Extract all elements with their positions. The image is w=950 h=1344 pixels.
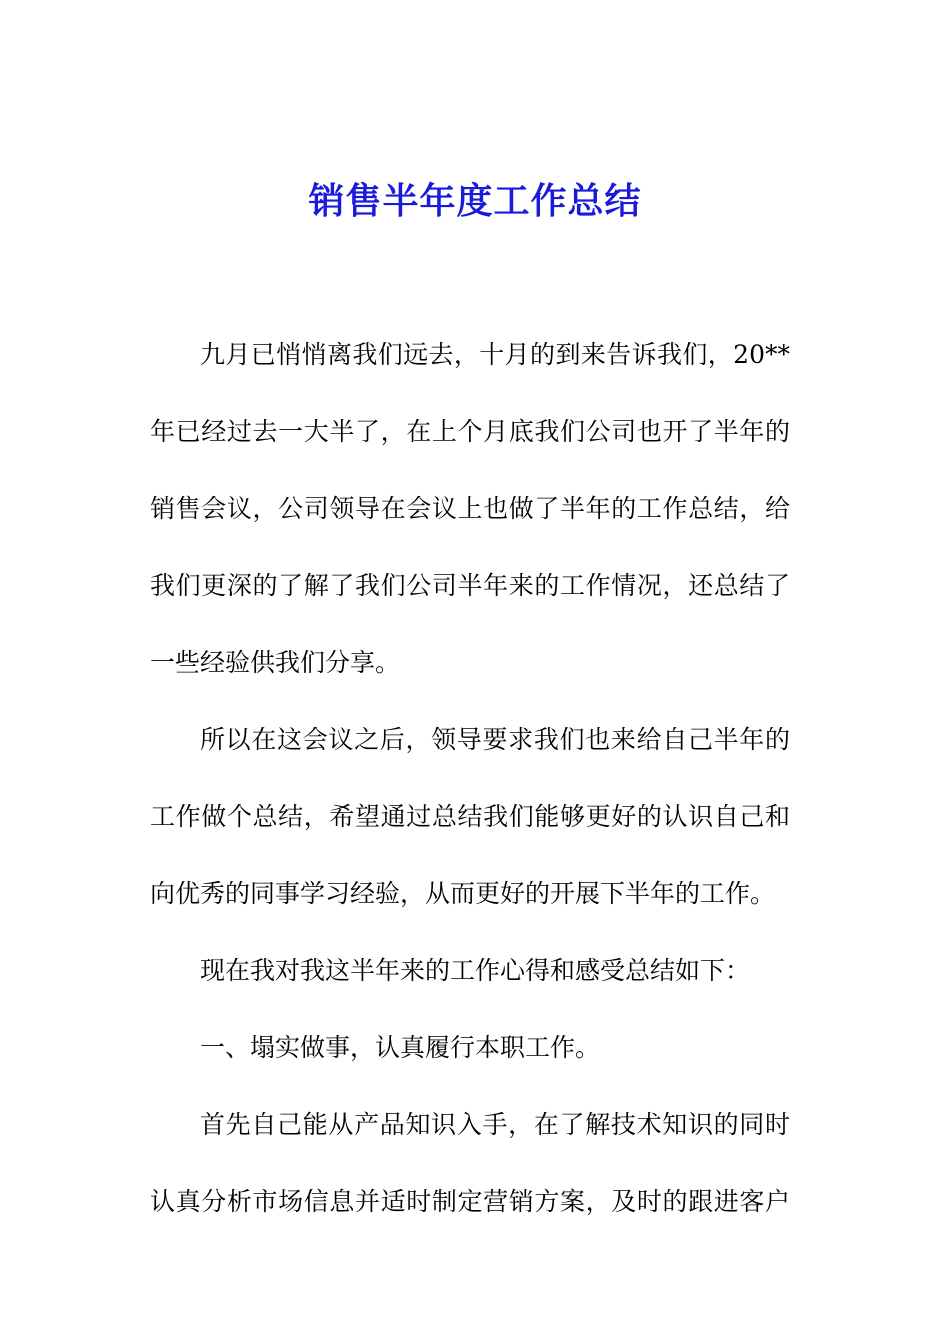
paragraph-line: 所以在这会议之后，领导要求我们也来给自己半年的 xyxy=(200,725,790,754)
paragraph-line: 年已经过去一大半了，在上个月底我们公司也开了半年的 xyxy=(150,417,790,446)
paragraph-line: 九月已悄悄离我们远去，十月的到来告诉我们，20** xyxy=(200,340,790,369)
paragraph-line: 现在我对我这半年来的工作心得和感受总结如下： xyxy=(200,956,751,985)
document-title: 销售半年度工作总结 xyxy=(308,181,642,222)
paragraph-line: 一些经验供我们分享。 xyxy=(150,648,401,677)
paragraph-line: 首先自己能从产品知识入手，在了解技术知识的同时 xyxy=(200,1110,790,1139)
paragraph-line: 我们更深的了解了我们公司半年来的工作情况，还总结了 xyxy=(150,571,790,600)
paragraph-line: 认真分析市场信息并适时制定营销方案，及时的跟进客户 xyxy=(150,1187,790,1216)
section-heading: 一、塌实做事，认真履行本职工作。 xyxy=(200,1033,601,1062)
paragraph-line: 销售会议，公司领导在会议上也做了半年的工作总结，给 xyxy=(150,494,790,523)
document-body xyxy=(150,329,790,1253)
paragraph-line: 向优秀的同事学习经验，从而更好的开展下半年的工作。 xyxy=(150,879,776,908)
paragraph-line: 工作做个总结，希望通过总结我们能够更好的认识自己和 xyxy=(150,802,790,831)
